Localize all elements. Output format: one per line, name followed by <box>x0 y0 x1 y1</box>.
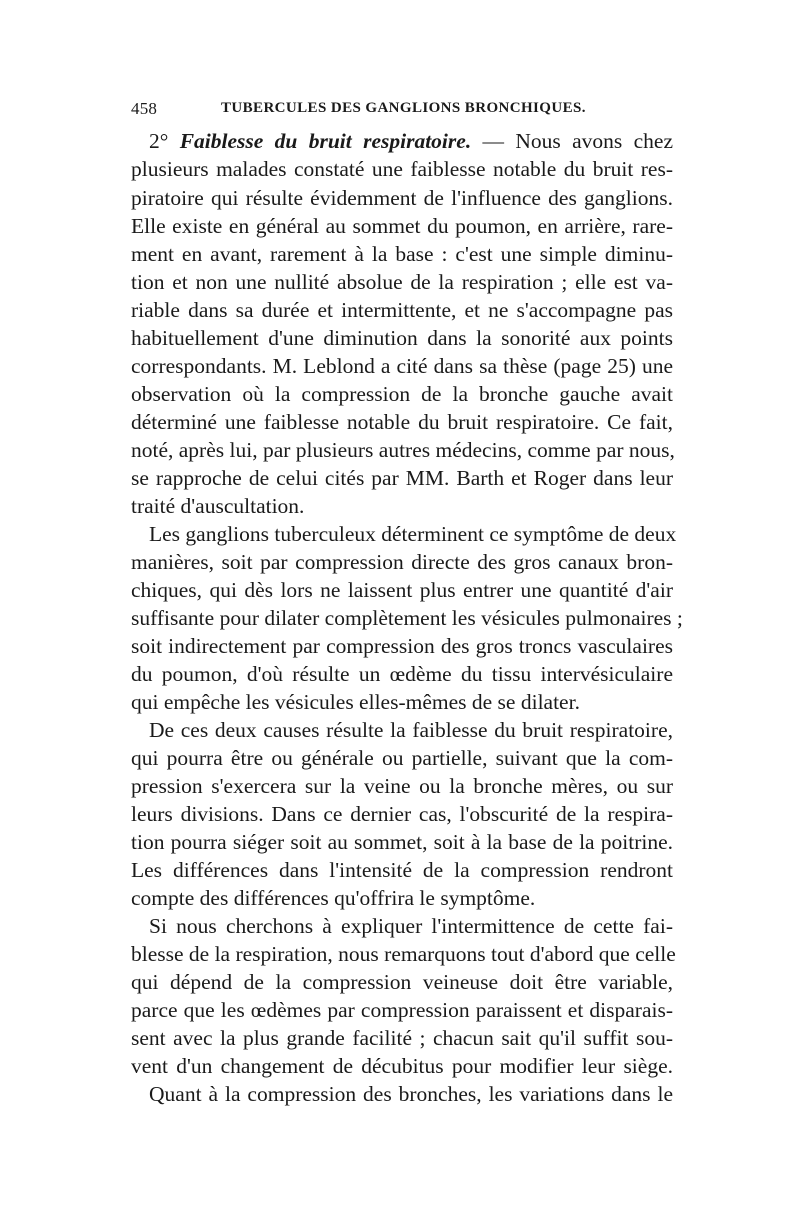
text-line: Les différences dans l'intensité de la compression rendront <box>131 858 673 882</box>
text-line: qui empêche les vésicules elles-mêmes de se dilater. <box>131 690 580 714</box>
section-number: 2° <box>149 129 169 153</box>
text-line: qui pourra être ou générale ou partielle, suivant que la com- <box>131 746 673 770</box>
text-line: observation où la compression de la bronche gauche avait <box>131 382 673 406</box>
text-line: plusieurs malades constaté une faiblesse notable du bruit res- <box>131 157 673 181</box>
text-line: suffisante pour dilater complètement les vésicules pulmonaires ; <box>131 606 683 630</box>
text-line-1 <box>149 127 673 155</box>
text-line: riable dans sa durée et intermittente, et ne s'accompagne pas <box>131 298 673 322</box>
page-number: 458 <box>131 99 158 118</box>
text-line: pression s'exercera sur la veine ou la bronche mères, ou sur <box>131 774 673 798</box>
text-line: chiques, qui dès lors ne laissent plus entrer une quantité d'air <box>131 578 673 602</box>
text-line: du poumon, d'où résulte un œdème du tissu intervésiculaire <box>131 662 673 686</box>
text-line: De ces deux causes résulte la faiblesse du bruit respiratoire, <box>149 718 673 742</box>
running-head: TUBERCULES DES GANGLIONS BRONCHIQUES. <box>221 100 586 116</box>
text-line: manières, soit par compression directe des gros canaux bron- <box>131 550 673 574</box>
text-line: ment en avant, rarement à la base : c'est une simple diminu- <box>131 242 673 266</box>
text-line: correspondants. M. Leblond a cité dans sa thèse (page 25) une <box>131 354 673 378</box>
section-title: Faiblesse du bruit respiratoire. <box>179 129 472 153</box>
text-line: parce que les œdèmes par compression paraissent et disparais- <box>131 998 673 1022</box>
text-line: Les ganglions tuberculeux déterminent ce symptôme de deux <box>149 522 677 546</box>
lead-rest: — Nous avons chez <box>471 129 674 153</box>
text-line: Si nous cherchons à expliquer l'intermittence de cette fai- <box>149 914 673 938</box>
text-line: habituellement d'une diminution dans la sonorité aux points <box>131 326 673 350</box>
text-line: traité d'auscultation. <box>131 494 305 518</box>
text-line: Quant à la compression des bronches, les variations dans le <box>149 1082 673 1106</box>
text-line: tion et non une nullité absolue de la respiration ; elle est va- <box>131 270 673 294</box>
text-line: noté, après lui, par plusieurs autres médecins, comme par nous, <box>131 438 675 462</box>
text-line: Elle existe en général au sommet du poumon, en arrière, rare- <box>131 214 673 238</box>
text-line: tion pourra siéger soit au sommet, soit à la base de la poitrine. <box>131 830 673 854</box>
text-line: compte des différences qu'offrira le symptôme. <box>131 886 536 910</box>
text-line: déterminé une faiblesse notable du bruit respiratoire. Ce fait, <box>131 410 673 434</box>
text-line: blesse de la respiration, nous remarquons tout d'abord que celle <box>131 942 676 966</box>
text-line: piratoire qui résulte évidemment de l'influence des ganglions. <box>131 186 673 210</box>
text-line: soit indirectement par compression des gros troncs vasculaires <box>131 634 673 658</box>
text-line: se rapproche de celui cités par MM. Barth et Roger dans leur <box>131 466 673 490</box>
page-header <box>131 99 671 125</box>
text-line: qui dépend de la compression veineuse doit être variable, <box>131 970 673 994</box>
text-line: sent avec la plus grande facilité ; chacun sait qu'il suffit sou- <box>131 1026 673 1050</box>
text-line: vent d'un changement de décubitus pour modifier leur siège. <box>131 1054 673 1078</box>
text-line: leurs divisions. Dans ce dernier cas, l'obscurité de la respira- <box>131 802 673 826</box>
